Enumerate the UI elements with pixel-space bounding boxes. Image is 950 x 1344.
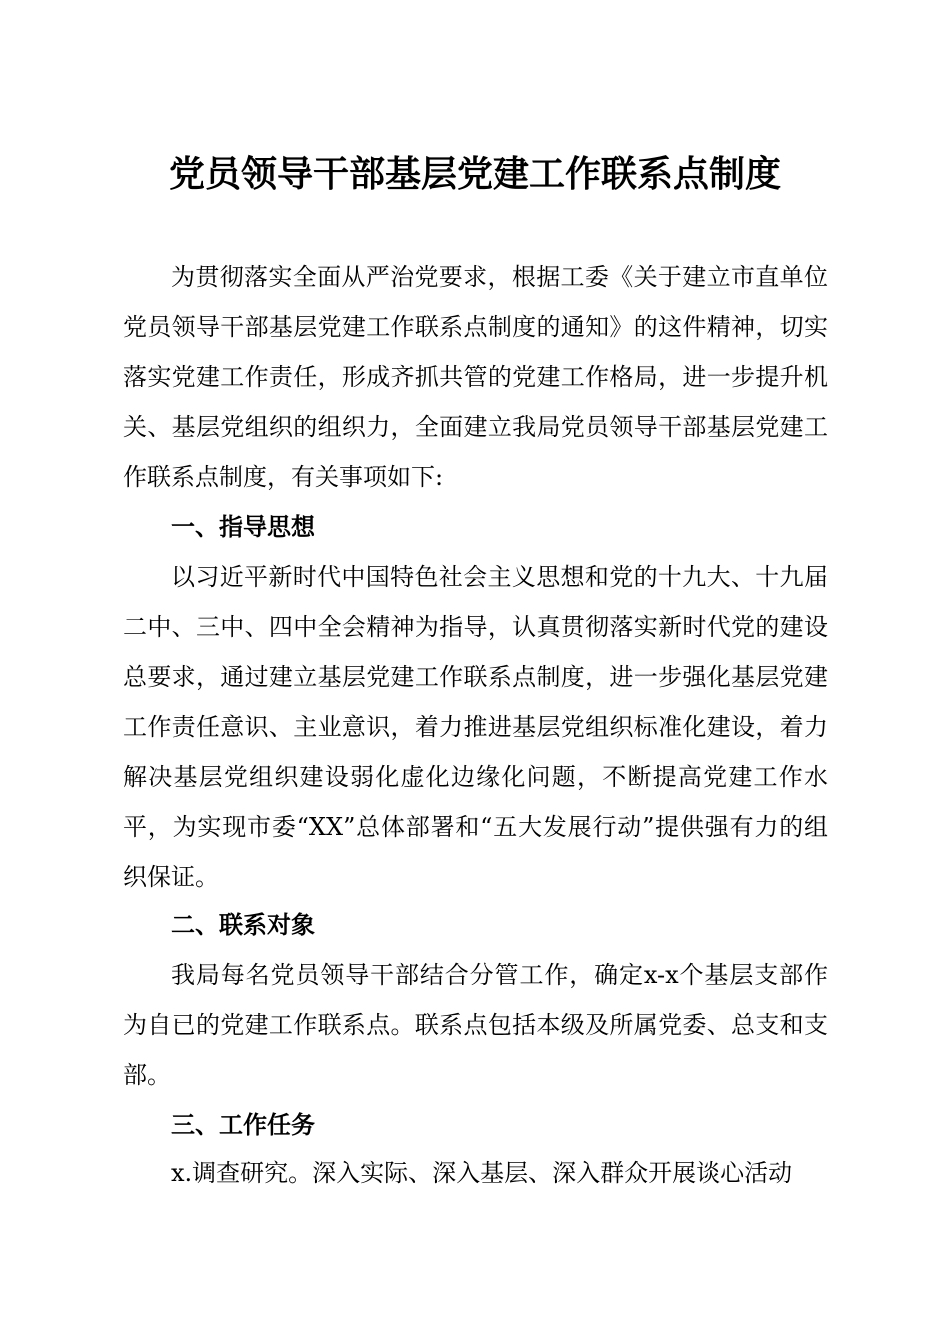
- document-title: 党员领导干部基层党建工作联系点制度: [168, 153, 781, 195]
- section-1-heading-block: [123, 502, 828, 552]
- section-heading-guiding-ideology: 一、指导思想: [171, 513, 315, 541]
- section-heading-contact-objects: 二、联系对象: [171, 911, 315, 939]
- section-heading-work-tasks: 三、工作任务: [171, 1111, 315, 1139]
- intro-block: [123, 252, 828, 502]
- section-paragraph-guiding-ideology: 以习近平新时代中国特色社会主义思想和党的十九大、十九届二中、三中、四中全会精神为指导，认真贯彻落实新时代党的建设总要求，通过建立基层党建工作联系点制度，进一步强化基层党建工作责任意识、主业意识，着力推进基层党组织标准化建设，着力解决基层党组织建设弱化虚化边缘化问题，不断提高党建工作水平，为实现市委“XX”总体部署和“五大发展行动”提供强有力的组织保证。: [123, 563, 828, 891]
- section-2-body-block: [123, 950, 828, 1100]
- section-2-heading-block: [123, 900, 828, 950]
- section-1-body-block: [123, 552, 828, 902]
- intro-paragraph: 为贯彻落实全面从严治党要求，根据工委《关于建立市直单位党员领导干部基层党建工作联系点制度的通知》的这件精神，切实落实党建工作责任，形成齐抓共管的党建工作格局，进一步提升机关、基层党组织的组织力，全面建立我局党员领导干部基层党建工作联系点制度，有关事项如下:: [123, 263, 828, 491]
- section-paragraph-work-tasks: x.调查研究。深入实际、深入基层、深入群众开展谈心活动: [171, 1159, 793, 1187]
- section-3-body-block: [123, 1148, 828, 1198]
- section-3-heading-block: [123, 1100, 828, 1150]
- section-paragraph-contact-objects: 我局每名党员领导干部结合分管工作，确定x-x个基层支部作为自已的党建工作联系点。联系点包括本级及所属党委、总支和支部。: [123, 961, 828, 1089]
